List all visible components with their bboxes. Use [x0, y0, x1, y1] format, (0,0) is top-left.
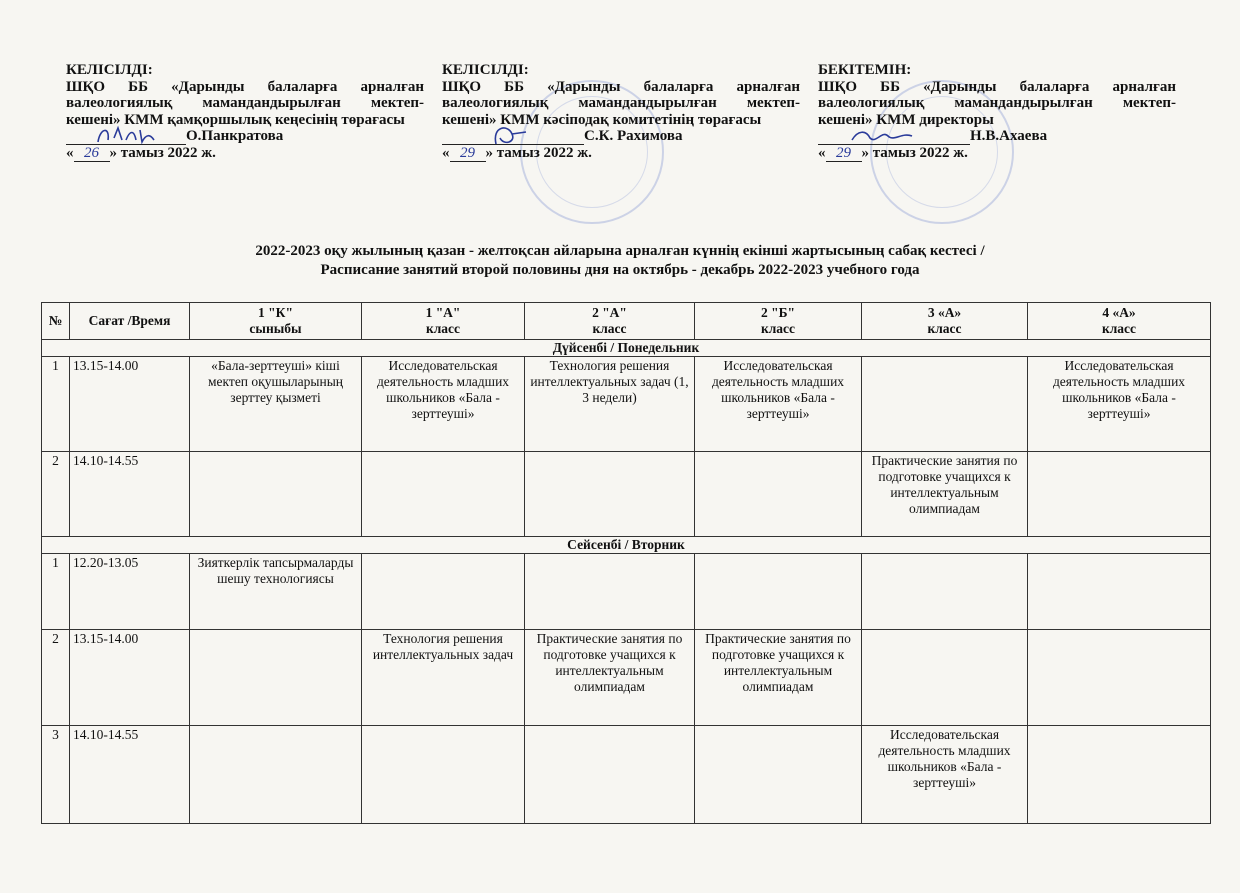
time-slot: 14.10-14.55	[70, 452, 190, 537]
approval-heading: КЕЛІСІЛДІ:	[442, 62, 529, 78]
column-header	[70, 303, 190, 340]
time-slot: 14.10-14.55	[70, 726, 190, 824]
lesson-cell	[862, 554, 1028, 630]
lesson-cell	[362, 452, 525, 537]
approval-block-2	[442, 62, 800, 162]
lesson-cell	[525, 452, 695, 537]
lesson-cell: Зияткерлік тапсырмаларды шешу технологиясы	[190, 554, 362, 630]
lesson-cell	[525, 726, 695, 824]
column-header	[695, 303, 862, 340]
signature-line	[442, 128, 800, 145]
signer-name: О.Панкратова	[186, 128, 284, 144]
date-day: 26	[74, 145, 110, 163]
lesson-cell: Исследовательская деятельность младших школьников «Бала - зерттеуші»	[1028, 357, 1211, 452]
table-row	[42, 357, 1211, 452]
lesson-cell: Технология решения интеллектуальных задач (1, 3 недели)	[525, 357, 695, 452]
column-header-line2: класс	[760, 321, 796, 336]
lesson-cell	[862, 357, 1028, 452]
handwritten-signature	[70, 122, 180, 148]
lesson-cell	[695, 554, 862, 630]
approval-block-1	[66, 62, 424, 162]
signature-blank	[442, 130, 584, 145]
column-header-line1: 4 «А»	[1102, 305, 1136, 320]
table-row	[42, 452, 1211, 537]
time-slot: 13.15-14.00	[70, 630, 190, 726]
column-header	[862, 303, 1028, 340]
signature-line	[66, 128, 424, 145]
lesson-cell: Исследовательская деятельность младших школьников «Бала - зерттеуші»	[862, 726, 1028, 824]
approval-heading: КЕЛІСІЛДІ:	[66, 62, 153, 78]
lesson-cell: Практические занятия по подготовке учащихся к интеллектуальным олимпиадам	[862, 452, 1028, 537]
time-slot: 12.20-13.05	[70, 554, 190, 630]
column-header-line2: класс	[592, 321, 627, 336]
column-header-line1: №	[48, 313, 63, 328]
date-day: 29	[450, 145, 486, 163]
approval-blocks	[66, 62, 1176, 162]
lesson-cell	[190, 452, 362, 537]
lesson-cell	[695, 726, 862, 824]
row-number: 1	[42, 554, 70, 630]
row-number: 2	[42, 630, 70, 726]
lesson-cell	[362, 554, 525, 630]
title-russian: Расписание занятий второй половины дня на октябрь - декабрь 2022-2023 учебного года	[320, 262, 920, 278]
column-header-line2: класс	[927, 321, 962, 336]
signature-blank	[818, 130, 970, 145]
approval-block-3	[818, 62, 1176, 162]
handwritten-signature	[822, 122, 932, 148]
row-number: 3	[42, 726, 70, 824]
lesson-cell	[1028, 452, 1211, 537]
lesson-cell	[525, 554, 695, 630]
lesson-cell	[862, 630, 1028, 726]
signature-blank	[66, 130, 186, 145]
table-row	[42, 726, 1211, 824]
document-title	[0, 242, 1240, 280]
approval-date: « 29 » тамыз 2022 ж.	[442, 144, 592, 161]
column-header	[362, 303, 525, 340]
approval-organization: ШҚО ББ «Дарынды балаларға арналған валеологиялық мамандандырылған мектеп-кешені» КММ кәсіподақ комитетінің төрағасы	[442, 78, 800, 128]
signer-name: Н.В.Ахаева	[970, 128, 1048, 144]
schedule-table	[41, 302, 1211, 824]
title-kazakh: 2022-2023 оқу жылының қазан - желтоқсан айларына арналған күннің екінші жартысының сабақ кестесі /	[255, 243, 985, 259]
table-row	[42, 630, 1211, 726]
lesson-cell: Практические занятия по подготовке учащихся к интеллектуальным олимпиадам	[525, 630, 695, 726]
lesson-cell	[190, 726, 362, 824]
table-row	[42, 554, 1211, 630]
lesson-cell: «Бала-зерттеуші» кіші мектеп оқушыларының зерттеу қызметі	[190, 357, 362, 452]
schedule-table-wrapper	[41, 302, 1210, 824]
column-header	[1028, 303, 1211, 340]
column-header	[190, 303, 362, 340]
column-header-line2: класс	[1101, 321, 1137, 336]
day-row	[42, 537, 1211, 554]
day-label: Сейсенбі / Вторник	[42, 537, 1211, 554]
table-header-row	[42, 303, 1211, 340]
approval-date: « 26 » тамыз 2022 ж.	[66, 144, 216, 161]
lesson-cell: Практические занятия по подготовке учащихся к интеллектуальным олимпиадам	[695, 630, 862, 726]
column-header-line2: класс	[425, 321, 461, 336]
lesson-cell	[362, 726, 525, 824]
column-header-line1: Сағат /Время	[88, 313, 171, 328]
time-slot: 13.15-14.00	[70, 357, 190, 452]
approval-organization: ШҚО ББ «Дарынды балаларға арналған валеологиялық мамандандырылған мектеп-кешені» КММ директоры	[818, 78, 1176, 128]
day-label: Дүйсенбі / Понедельник	[42, 340, 1211, 357]
lesson-cell	[695, 452, 862, 537]
lesson-cell	[1028, 554, 1211, 630]
column-header-line1: 1 "К"	[258, 305, 293, 320]
handwritten-signature	[446, 122, 556, 148]
column-header-line1: 2 "А"	[592, 305, 627, 320]
column-header-line2: сыныбы	[249, 321, 302, 336]
lesson-cell: Исследовательская деятельность младших школьников «Бала - зерттеуші»	[362, 357, 525, 452]
lesson-cell	[190, 630, 362, 726]
lesson-cell: Исследовательская деятельность младших школьников «Бала - зерттеуші»	[695, 357, 862, 452]
lesson-cell	[1028, 630, 1211, 726]
approval-heading: БЕКІТЕМІН:	[818, 62, 912, 78]
date-day: 29	[826, 145, 862, 163]
lesson-cell: Технология решения интеллектуальных задач	[362, 630, 525, 726]
column-header-line1: 2 "Б"	[760, 305, 796, 320]
approval-date: « 29 » тамыз 2022 ж.	[818, 144, 968, 161]
column-header	[525, 303, 695, 340]
day-row	[42, 340, 1211, 357]
column-header-line1: 1 "А"	[425, 305, 461, 320]
row-number: 1	[42, 357, 70, 452]
row-number: 2	[42, 452, 70, 537]
approval-organization: ШҚО ББ «Дарынды балаларға арналған валеологиялық мамандандырылған мектеп-кешені» КММ қамқоршылық кеңесінің төрағасы	[66, 78, 424, 128]
column-header	[42, 303, 70, 340]
signer-name: С.К. Рахимова	[584, 128, 683, 144]
signature-line	[818, 128, 1176, 145]
column-header-line1: 3 «А»	[927, 305, 962, 320]
schedule-body	[42, 340, 1211, 824]
lesson-cell	[1028, 726, 1211, 824]
